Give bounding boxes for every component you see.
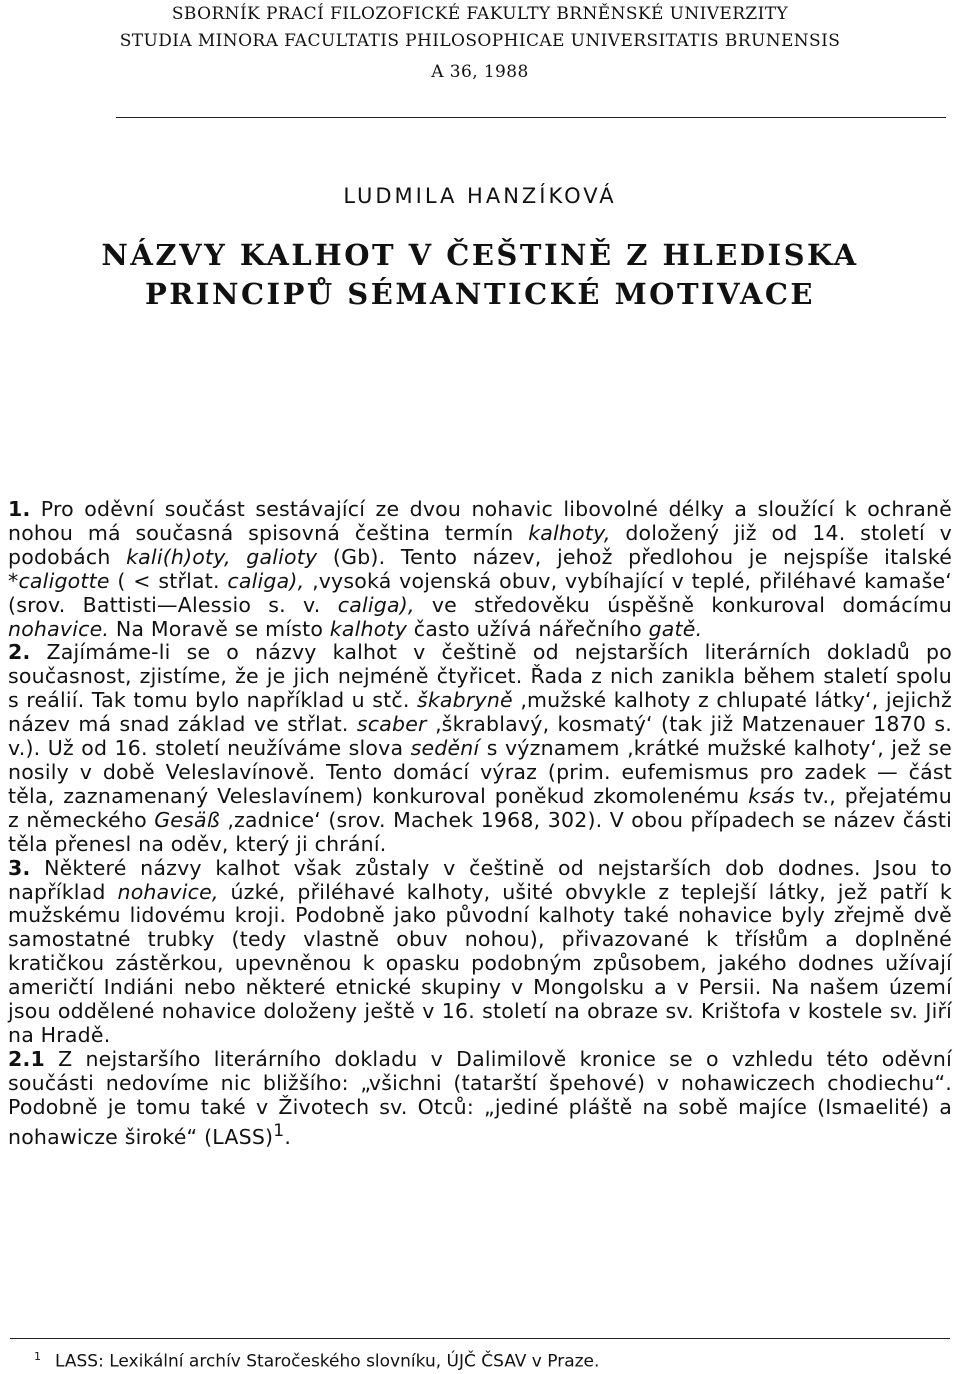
italic-term: kali(h)oty, galioty xyxy=(126,544,318,569)
section-2-1-paragraph xyxy=(8,1048,952,1149)
section-number: 3. xyxy=(8,855,31,880)
italic-term: caliga), xyxy=(227,568,305,593)
journal-header-czech: SBORNÍK PRACÍ FILOZOFICKÉ FAKULTY BRNĚNSKÉ UNIVERZITY xyxy=(171,4,789,24)
journal-header-latin: STUDIA MINORA FACULTATIS PHILOSOPHICAE UNIVERSITATIS BRUNENSIS xyxy=(119,31,841,51)
text-run: Pro oděvní součást sestávající ze dvou nohavic libovolné délky a sloužící k ochraně nohou má současná spisovná čeština termín xyxy=(8,497,952,545)
footnote-rule xyxy=(10,1338,950,1339)
article-body xyxy=(8,498,952,1149)
italic-term: škabryně xyxy=(416,688,513,713)
section-1-paragraph xyxy=(8,498,952,641)
section-2-paragraph xyxy=(8,641,952,856)
italic-term: ksás xyxy=(748,783,795,808)
text-run: úzké, přiléhavé kalhoty, ušité obvykle z teplejší látky, jež patří k mužskému lidovému kroji. Podobně jako původní kalhoty také nohavice byly zřejmě dvě samostatné trubky (tedy vlastně obuv nohou), přivazované k třísłům a doplněné kratičkou zástěrkou, upevněnou k opasku podobným způsobem, jakého dodnes užívají američtí Indiáni nebo některé etnické skupiny v Mongolsku a v Persii. Na našem území jsou oddělené nohavice doloženy ještě v 16. století na obraze sv. Krištofa v kostele sv. Jiří na Hradě. xyxy=(8,879,952,1047)
italic-term: gatě. xyxy=(648,616,703,641)
text-run: s významem ‚krátké mužské kalhoty‘, jež se nosily v době Veleslavínově. Tento domácí výraz (prim. eufemismus pro zadek — část těla, zaznamenaný Veleslavínem) konkuroval poněkud zkomolenému xyxy=(8,736,952,808)
footnote-text: LASS: Lexikální archív Staročeského slovníku, ÚJČ ČSAV v Praze. xyxy=(55,1351,600,1372)
article-title-line-2: PRINCIPŮ SÉMANTICKÉ MOTIVACE xyxy=(144,277,816,311)
text-run: Na Moravě se místo xyxy=(109,616,330,641)
text-run: ‚vysoká vojenská obuv, vybíhající v teplé, přiléhavé kamaše‘ (srov. Battisti—Alessio s. v. xyxy=(8,568,952,617)
italic-term: kalhoty, xyxy=(528,520,611,545)
text-run: Z nejstaršího literárního dokladu v Dalimilově kronice se o vzhledu této oděvní součásti nedovíme nic bližšího: „všichni (tatarští špehové) v nohawiczech chodiechu“. Podobně je tomu také v Životech sv. Otců: „jediné pláště na sobě majíce (Ismaelité) a nohawicze široké“ (LASS) xyxy=(8,1046,952,1149)
text-run: ( < střlat. xyxy=(109,568,228,593)
text-run: tv., přejatému z německého xyxy=(8,783,952,832)
footnote-mark: 1 xyxy=(34,1350,41,1363)
article-title-line-1: NÁZVY KALHOT V ČEŠTINĚ Z HLEDISKA xyxy=(101,238,859,272)
section-number: 2.1 xyxy=(8,1046,45,1071)
italic-term: Gesäß xyxy=(154,807,220,832)
text-run: doložený již od 14. století v podobách xyxy=(8,520,952,569)
italic-term: kalhoty xyxy=(329,616,408,641)
italic-term: nohavice, xyxy=(117,879,219,904)
text-run: Zajímáme-li se o názvy kalhot v češtině od nejstarších literárních dokladů po současnost, zjistíme, že je jich nejméně čtyřicet. Řada z nich zanikla během staletí spolu s reálií. Tak tomu bylo například u stč. xyxy=(8,640,952,713)
text-run: . xyxy=(284,1124,292,1149)
text-run: (Gb). Tento název, jehož předlohou je nejspíše italské xyxy=(317,544,953,569)
header-rule xyxy=(116,117,946,118)
text-run: ‚mužské kalhoty z chlupaté látky‘, jejichž název má snad základ ve střlat. xyxy=(8,688,952,737)
text-run: ‚zadnice‘ (srov. Machek 1968, 302). V obou případech se název části těla přenesl na oděv, který ji chrání. xyxy=(8,807,952,856)
footnote xyxy=(34,1350,599,1372)
section-3-paragraph xyxy=(8,857,952,1048)
text-run: Některé názvy kalhot však zůstaly v češtině od nejstarších dob dodnes. Jsou to například xyxy=(8,855,952,904)
text-run: ve středověku úspěšně konkuroval domácímu xyxy=(414,592,952,617)
text-run: často užívá nářečního xyxy=(407,616,649,641)
section-number: 1. xyxy=(8,497,31,521)
section-number: 2. xyxy=(8,640,31,665)
italic-term: sedění xyxy=(410,736,480,761)
italic-term: *caligotte xyxy=(8,568,110,593)
italic-term: scaber xyxy=(356,712,427,737)
footnote-reference: 1 xyxy=(273,1120,285,1141)
italic-term: nohavice. xyxy=(8,616,110,641)
author-name: LUDMILA HANZÍKOVÁ xyxy=(343,184,617,208)
text-run: ‚škrablavý, kosmatý‘ (tak již Matzenauer 1870 s. v.). Už od 16. století neužíváme slova xyxy=(8,712,952,761)
italic-term: caliga), xyxy=(337,592,415,617)
journal-volume: A 36, 1988 xyxy=(431,62,529,82)
